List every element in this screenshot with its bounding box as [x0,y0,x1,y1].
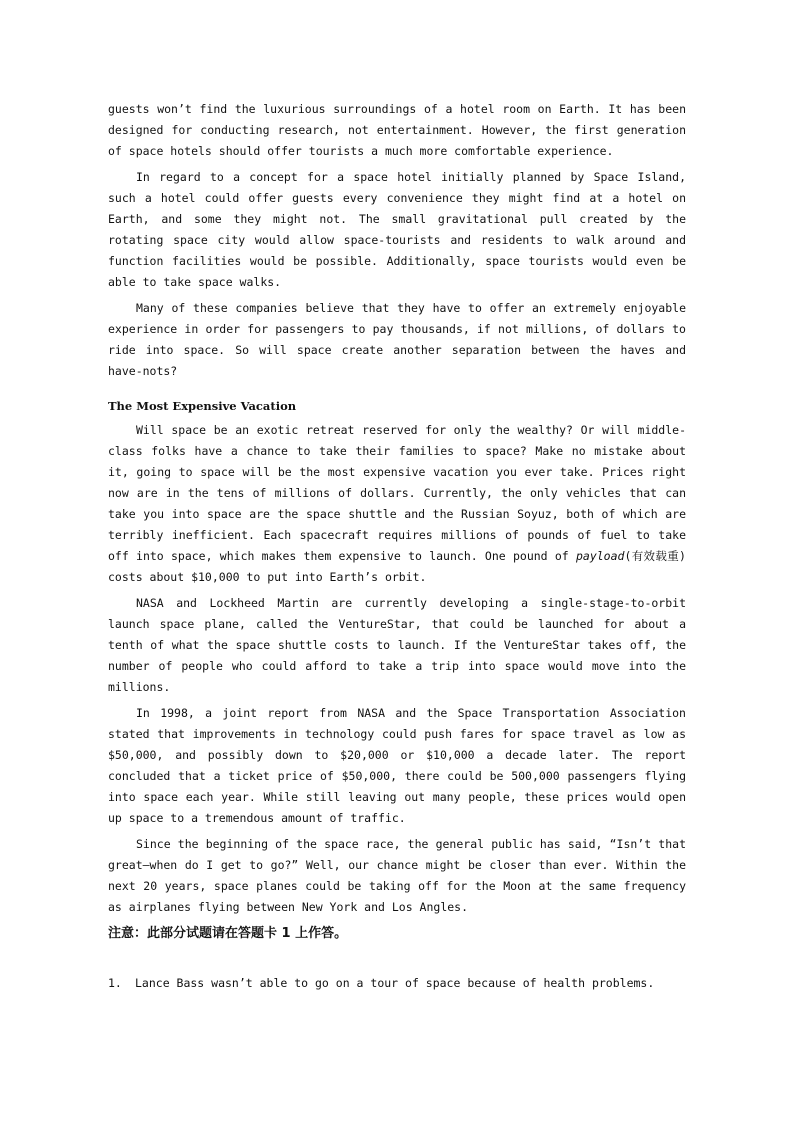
paragraph-text-after: (有效载重) costs about $10,000 to put into Earth’s orbit. [108,549,686,584]
paragraph-venturestar: NASA and Lockheed Martin are currently developing a single-stage-to-orbit launch space plane, called the VentureStar, that could be launched for about a tenth of what the space shuttle costs to launch. If the VentureStar takes off, the number of people who could afford to take a trip into space would move into the millions. [108,596,686,694]
paragraph-space-race: Since the beginning of the space race, the general public has said, “Isn’t that great—when do I get to go?” Well, our chance might be closer than ever. Within the next 20 years, space planes could be taking off for the Moon at the same frequency as airplanes flying between New York and Los Angles. [108,837,686,914]
paragraph-space-island: In regard to a concept for a space hotel initially planned by Space Island, such a hotel could offer guests every convenience they might find at a hotel on Earth, and some they might not. The small gravitational pull created by the rotating space city would allow space-tourists and residents to walk around and function facilities would be possible. Additionally, space tourists would even be able to take space walks. [108,170,686,289]
paragraph-1998-report: In 1998, a joint report from NASA and the Space Transportation Association stated that improvements in technology could push fares for space travel as low as $50,000, and possibly down to $20,000 or $10,000 a decade later. The report concluded that a ticket price of $50,000, there could be 500,000 passengers flying into space each year. While still leaving out many people, these prices would open up space to a tremendous amount of traffic. [108,706,686,825]
paragraph-expensive-vacation [108,420,686,588]
answer-sheet-note: 注意：此部分试题请在答题卡 1 上作答。 [108,926,348,941]
payload-term: payload [575,549,625,563]
paragraph-hotel-intro: guests won’t find the luxurious surroundings of a hotel room on Earth. It has been designed for conducting research, not entertainment. However, the first generation of space hotels should offer tourists a much more comfortable experience. [108,102,686,158]
document-page [108,99,686,994]
question-item [108,973,686,994]
section-heading: The Most Expensive Vacation [108,399,297,413]
question-text: Lance Bass wasn’t able to go on a tour of space because of health problems. [135,976,655,990]
question-number: 1. [108,976,122,990]
paragraph-text-before: Will space be an exotic retreat reserved for only the wealthy? Or will middle-class folks have a chance to take their families to space? Make no mistake about it, going to space will be the most expensive vacation you ever take. Prices right now are in the tens of millions of dollars. Currently, the only vehicles that can take you into space are the space shuttle and the Russian Soyuz, both of which are terribly inefficient. Each spacecraft requires millions of pounds of fuel to take off into space, which makes them expensive to launch. One pound of [108,423,686,563]
paragraph-companies: Many of these companies believe that they have to offer an extremely enjoyable experience in order for passengers to pay thousands, if not millions, of dollars to ride into space. So will space create another separation between the haves and have-nots? [108,301,686,378]
